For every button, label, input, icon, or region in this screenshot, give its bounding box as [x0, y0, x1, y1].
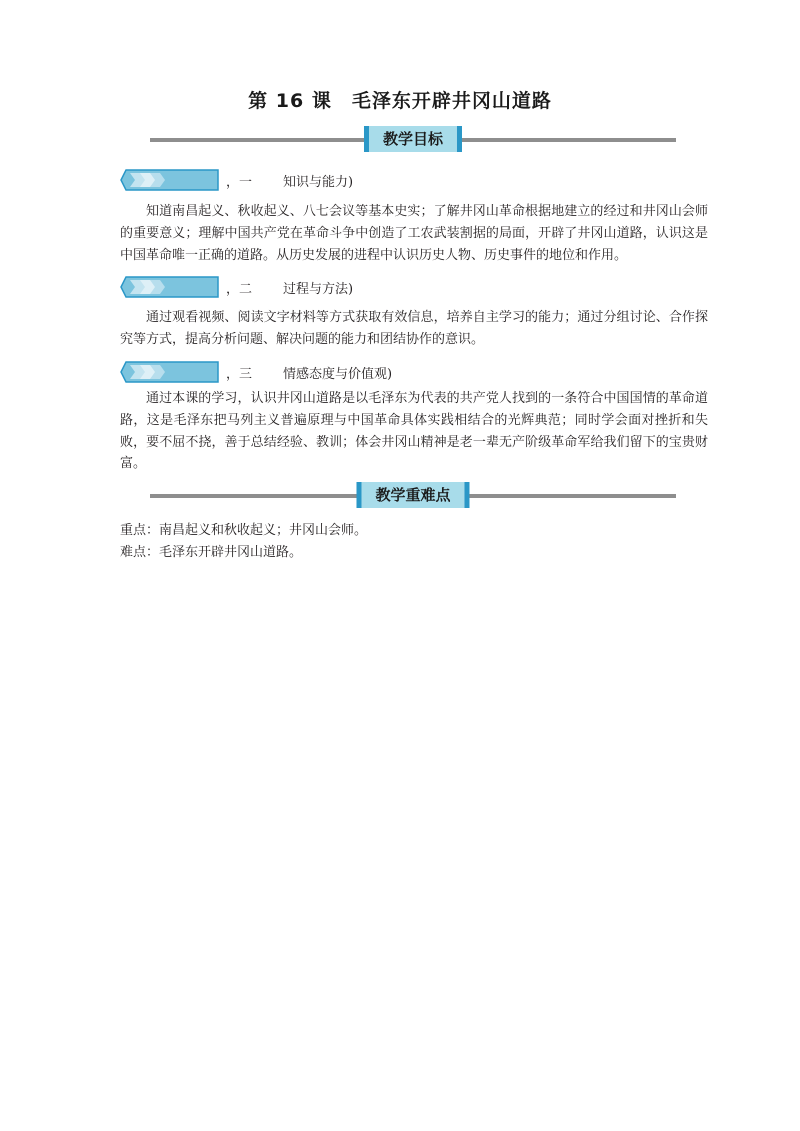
section-chip-icon: [120, 361, 220, 383]
section-text-process: 通过观看视频、阅读文字材料等方式获取有效信息，培养自主学习的能力；通过分组讨论、合作探究等方式，提高分析问题、解决问题的能力和团结协作的意识。: [120, 310, 708, 347]
section-text-values: 通过本课的学习，认识井冈山道路是以毛泽东为代表的共产党人找到的一条符合中国国情的革命道路，这是毛泽东把马列主义普遍原理与中国革命具体实践相结合的光辉典范；同时学会面对挫折和失败，要不屈不挠，善于总结经验、教训；体会井冈山精神是老一辈无产阶级革命军给我们留下的宝贵财富。: [120, 391, 708, 472]
key-points-banner-label: 教学重难点: [356, 482, 469, 508]
section-number: ，三: [226, 367, 253, 382]
section-number: ，二: [226, 282, 253, 297]
section-chip-icon: [120, 169, 220, 191]
section-header-process: [120, 276, 720, 298]
section-header-values: [120, 361, 720, 383]
key-point-difficulty: 难点：毛泽东开辟井冈山道路。: [120, 545, 303, 560]
section-label: 知识与能力): [283, 175, 354, 190]
key-points-banner: [150, 482, 676, 512]
objectives-banner: [150, 126, 676, 156]
section-number: ，一: [226, 175, 253, 190]
key-point-focus: 重点：南昌起义和秋收起义；井冈山会师。: [120, 523, 368, 538]
section-chip-icon: [120, 276, 220, 298]
section-label: 过程与方法): [283, 282, 354, 297]
section-header-knowledge: [120, 169, 720, 191]
objectives-banner-label: 教学目标: [364, 126, 462, 152]
page-title: 第 16 课 毛泽东开辟井冈山道路: [248, 90, 552, 112]
section-label: 情感态度与价值观): [283, 367, 393, 382]
section-text-knowledge: 知道南昌起义、秋收起义、八七会议等基本史实；了解井冈山革命根据地建立的经过和井冈山会师的重要意义；理解中国共产党在革命斗争中创造了工农武装割据的局面，开辟了井冈山道路，认识这是中国革命唯一正确的道路。从历史发展的进程中认识历史人物、历史事件的地位和作用。: [120, 204, 708, 263]
